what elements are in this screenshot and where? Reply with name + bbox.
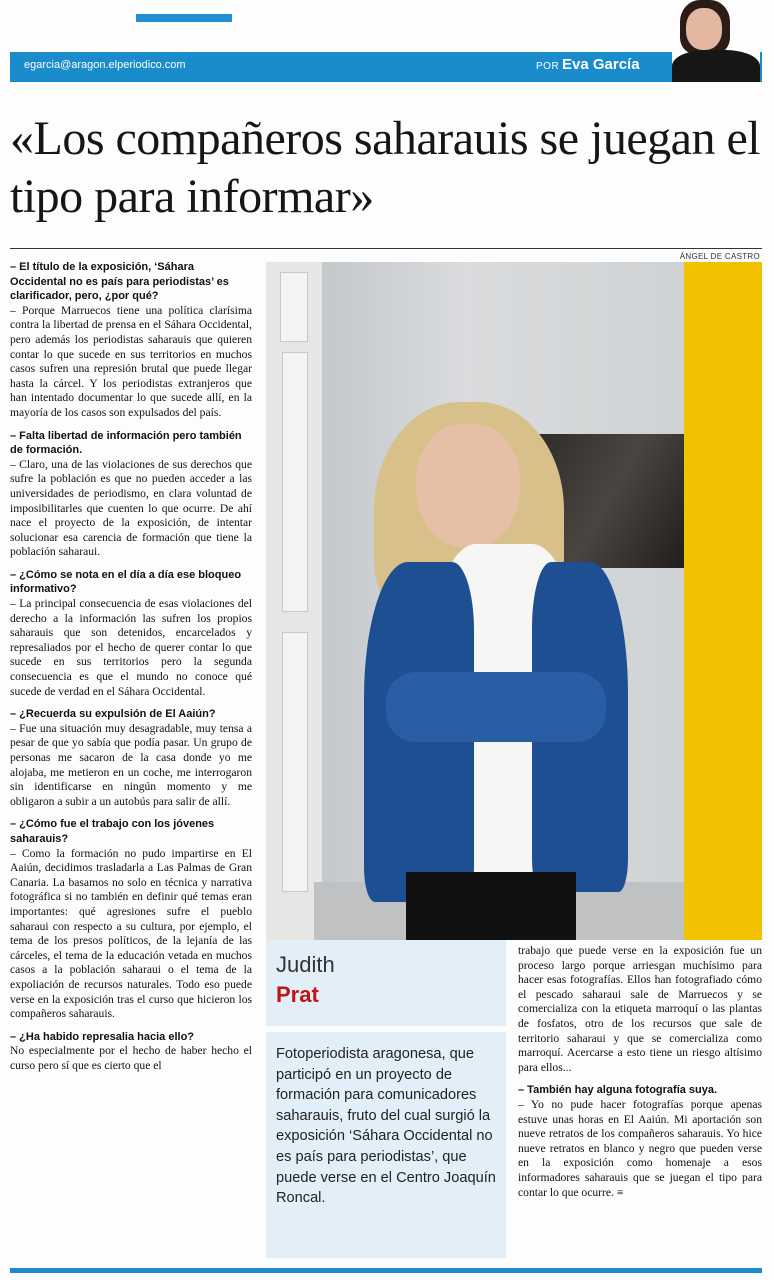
byline-prefix: POR	[536, 61, 560, 72]
qa-block	[10, 707, 252, 809]
profile-first-name: Judith	[276, 952, 335, 977]
answer: No especialmente por el hecho de haber hecho el curso pero sí que es cierto que el	[10, 1044, 252, 1072]
qa-block	[10, 568, 252, 699]
question: – ¿Cómo fue el trabajo con los jóvenes saharauis?	[10, 818, 215, 845]
author-portrait	[672, 0, 760, 82]
answer: – Yo no pude hacer fotografías porque apenas estuve unas horas en El Aaiún. Mi aportación son nueve retratos de los compañeros saharauis. Yo hice nueve retratos en blanco y negro que pueden verse en la exposición como homenaje a esos informadores saharauis que se juegan el tipo para contar lo que ocurre. ≡	[518, 1097, 762, 1199]
question: – ¿Ha habido represalia hacia ello?	[10, 1030, 195, 1043]
answer: – Fue una situación muy desagradable, muy tensa a pesar de que yo sabía que podía pasar. Un grupo de personas me sacaron de la casa donde yo me alojaba, me metieron en un coche, me interrogaron sin identificarse en ningún momento y me obligaron a subir a un autobús para salir de allí.	[10, 721, 252, 808]
byline-bar	[10, 52, 762, 82]
photo-credit: ÁNGEL DE CASTRO	[679, 252, 760, 261]
profile-bio: Fotoperiodista aragonesa, que participó en un proyecto de formación para comunicadores saharauis, fruto del cual surgió la exposición ‘Sáhara Occidental no es país para periodistas’, que puede verse en el Centro Joaquín Roncal.	[276, 1046, 496, 1207]
profile-last-name: Prat	[276, 982, 319, 1007]
question: – ¿Recuerda su expulsión de El Aaiún?	[10, 708, 216, 721]
answer: – Porque Marruecos tiene una política clarísima contra la libertad de prensa en el Sáhara Occidental, pero además los periodistas saharauis que quieren contar lo que sucede en sus territorios en muchos casos sufren una represión brutal que puede llegar hasta la cárcel. Y los periodistas extranjeros que han intentado documentar lo que sucede allí, en la mayoría de los casos son expulsados del país.	[10, 303, 252, 419]
headline-rule	[10, 248, 762, 249]
question: – También hay alguna fotografía suya.	[518, 1084, 718, 1097]
answer: – La principal consecuencia de esas violaciones del derecho a la información las sufren los propios saharauis que son detenidos, encarcelados y represaliados por el hecho de querer contar lo que sucede en sus territorios pero la segunda consecuencia es que el mundo no conoce qué sucede de verdad en el Sáhara Occidental.	[10, 597, 252, 698]
qa-block	[10, 260, 252, 421]
profile-name-box	[266, 940, 506, 1026]
question: – El título de la exposición, ‘Sáhara Occidental no es país para periodistas’ es clarificador, pero, ¿por qué?	[10, 261, 229, 303]
question: – Falta libertad de información pero también de formación.	[10, 429, 242, 457]
answer: – Como la formación no pudo impartirse en El Aaiún, decidimos trasladarla a Las Palmas de Gran Canaria. La basamos no solo en técnica y narrativa fotográfica si no también en definir qué temas eran importantes: qué agresiones sufre el pueblo saharaui con respecto a su cultura, por ejemplo, el tema de los presos políticos, de la lejanía de las cárceles, el tema de la educación vetada en muchos casos a la población saharaui o el tema de la expoliación de recursos naturales. Todo eso puede verse en la exposición tras el curso que hicieron los compañeros saharauis.	[10, 846, 252, 1021]
answer-continuation: trabajo que puede verse en la exposición fue un proceso largo porque arriesgan muchísimo para hacer esas fotografías. Ellos han fotografiado cómo el pescado saharaui sale de Marruecos y se comercializa con la etiqueta marroquí o las plantas de fosfatos, otro de los recursos que sale de territorio saharaui y que se comercializa como marroquí. Acercarse a esto tiene un riesgo altísimo para ellos...	[518, 944, 762, 1074]
profile-bio-box	[266, 1032, 506, 1258]
bottom-accent-bar	[10, 1268, 762, 1273]
interview-column-left	[10, 260, 252, 1260]
top-accent-bar	[136, 14, 232, 22]
qa-block	[10, 1030, 252, 1074]
author-email[interactable]: egarcia@aragon.elperiodico.com	[24, 59, 186, 71]
interviewee-photo	[266, 262, 762, 940]
question: – ¿Cómo se nota en el día a día ese bloqueo informativo?	[10, 568, 242, 596]
qa-block	[10, 429, 252, 560]
yellow-panel	[684, 262, 762, 940]
headline: «Los compañeros saharauis se juegan el tipo para informar»	[10, 112, 761, 223]
author-name: Eva García	[562, 56, 640, 73]
qa-block	[10, 817, 252, 1021]
answer: – Claro, una de las violaciones de sus derechos que sufre la población es que no pueden acceder a las universidades de periodismo, en clara voluntad de imposibilitarles que cuenten lo que ocurre. De ahí nace el proyecto de la exposición, de intentar solucionar esa carencia de formación que tiene la población saharaui.	[10, 457, 252, 559]
interview-column-right	[518, 944, 762, 1260]
